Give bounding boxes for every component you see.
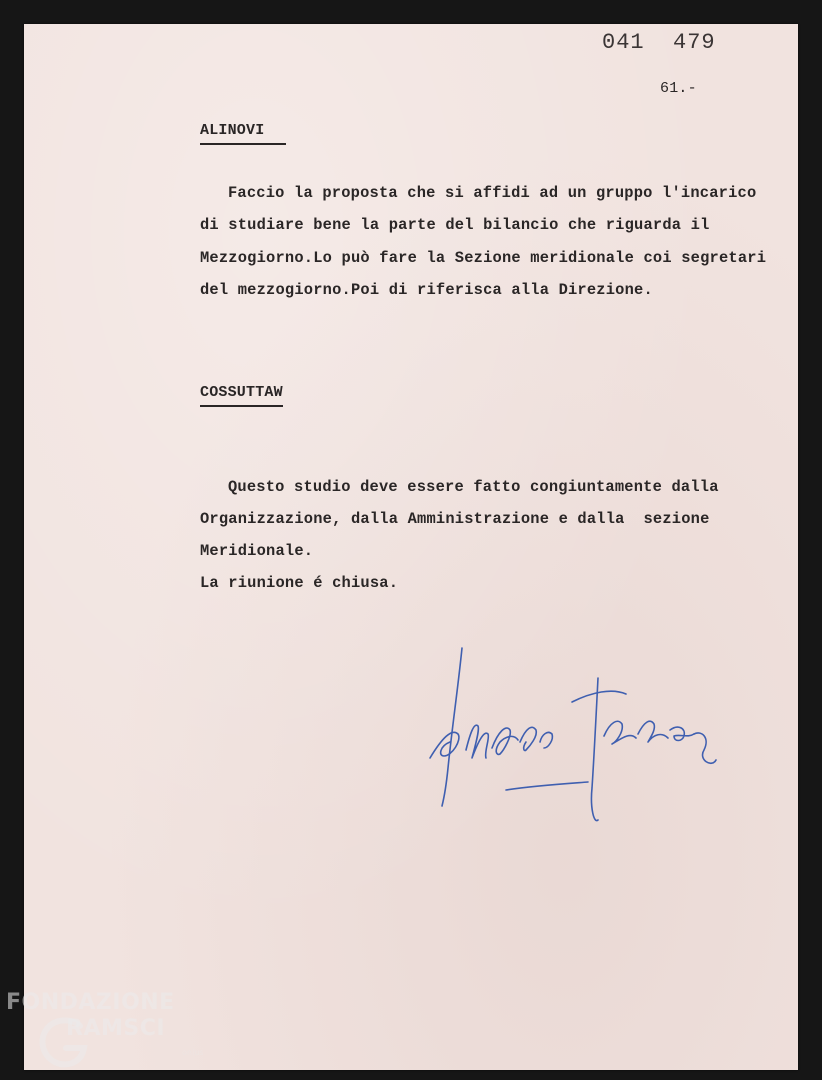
paragraph-line: di studiare bene la parte del bilancio che riguarda il [200,216,710,234]
document-page [24,24,798,1070]
speaker-heading-alinovi: ALINOVI [200,122,286,145]
paragraph-line: Faccio la proposta che si affidi ad un gruppo l'incarico [228,184,757,202]
archive-number: 041 479 [602,30,716,55]
paragraph-line: La riunione é chiusa. [200,574,399,592]
fondazione-gramsci-logo [6,990,216,1070]
logo-line-2: RAMSCI [66,1016,166,1041]
paragraph-line: Organizzazione, dalla Amministrazione e dalla sezione [200,510,710,528]
speaker-heading-cossuttaw: COSSUTTAW [200,384,283,407]
page-number: 61.- [660,80,697,97]
paragraph-line: Mezzogiorno.Lo può fare la Sezione meridionale coi segretari [200,249,767,267]
paragraph-line: Meridionale. [200,542,314,560]
paragraph-line: Questo studio deve essere fatto congiuntamente dalla [228,478,719,496]
logo-suffix: onlus [182,1048,204,1057]
paragraph-line: del mezzogiorno.Poi di riferisca alla Direzione. [200,281,653,299]
logo-line-1: FONDAZIONE [6,990,175,1015]
handwritten-signature [422,638,722,828]
